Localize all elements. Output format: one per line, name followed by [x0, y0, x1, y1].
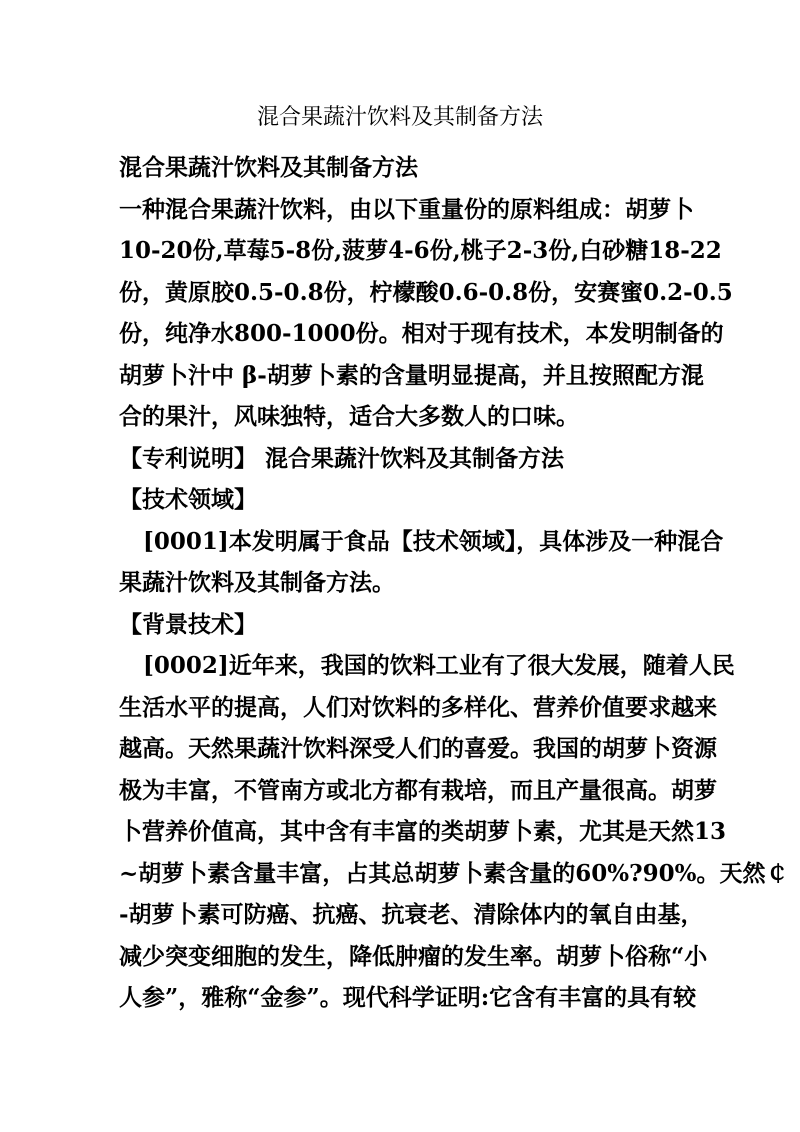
text-line: 【背景技术】 [119, 610, 257, 638]
document-body [119, 147, 789, 1019]
text-line: 极为丰富，不管南方或北方都有栽培，而且产量很高。胡萝 [119, 776, 717, 804]
text-line: [0001]本发明属于食品【技术领域】，具体涉及一种混合 [143, 527, 724, 555]
text-line: 减少突变细胞的发生，降低肿瘤的发生率。胡萝卜俗称“小 [119, 942, 708, 970]
text-line: 果蔬汁饮料及其制备方法。 [119, 569, 395, 596]
text-line: 10-20份,草莓5-8份,菠萝4-6份,桃子2-3份,白砂糖18-22 [119, 237, 722, 264]
text-line: 混合果蔬汁饮料及其制备方法 [119, 154, 418, 181]
text-line: 份，黄原胶0.5-0.8份，柠檬酸0.6-0.8份，安赛蜜0.2-0.5 [119, 278, 733, 306]
text-line: 合的果汁，风味独特，适合大多数人的口味。 [119, 403, 579, 430]
text-line: 【专利说明】 混合果蔬汁饮料及其制备方法 [119, 444, 565, 472]
text-line: [0002]近年来，我国的饮料工业有了很大发展，随着人民 [143, 652, 735, 679]
document-title: 混合果蔬汁饮料及其制备方法 [256, 105, 543, 130]
text-line: -胡萝卜素可防癌、抗癌、抗衰老、清除体内的氧自由基， [119, 901, 704, 928]
text-line: 一种混合果蔬汁饮料，由以下重量份的原料组成：胡萝卜 [119, 195, 694, 223]
text-line: 生活水平的提高，人们对饮料的多样化、营养价值要求越来 [119, 693, 717, 721]
text-line: 人参”，雅称“金参”。现代科学证明:它含有丰富的具有较 [119, 984, 697, 1011]
text-line: 【技术领域】 [119, 486, 257, 513]
text-line: 份，纯净水800-1000份。相对于现有技术，本发明制备的 [119, 320, 724, 347]
text-line: 卜营养价值高，其中含有丰富的类胡萝卜素，尤其是天然13 [119, 818, 727, 845]
text-line: ~胡萝卜素含量丰富，占其总胡萝卜素含量的60%?90%。天然￠ [119, 859, 789, 887]
text-line: 越高。天然果蔬汁饮料深受人们的喜爱。我国的胡萝卜资源 [119, 735, 717, 762]
text-line: 胡萝卜汁中 β-胡萝卜素的含量明显提高，并且按照配方混 [119, 361, 704, 389]
